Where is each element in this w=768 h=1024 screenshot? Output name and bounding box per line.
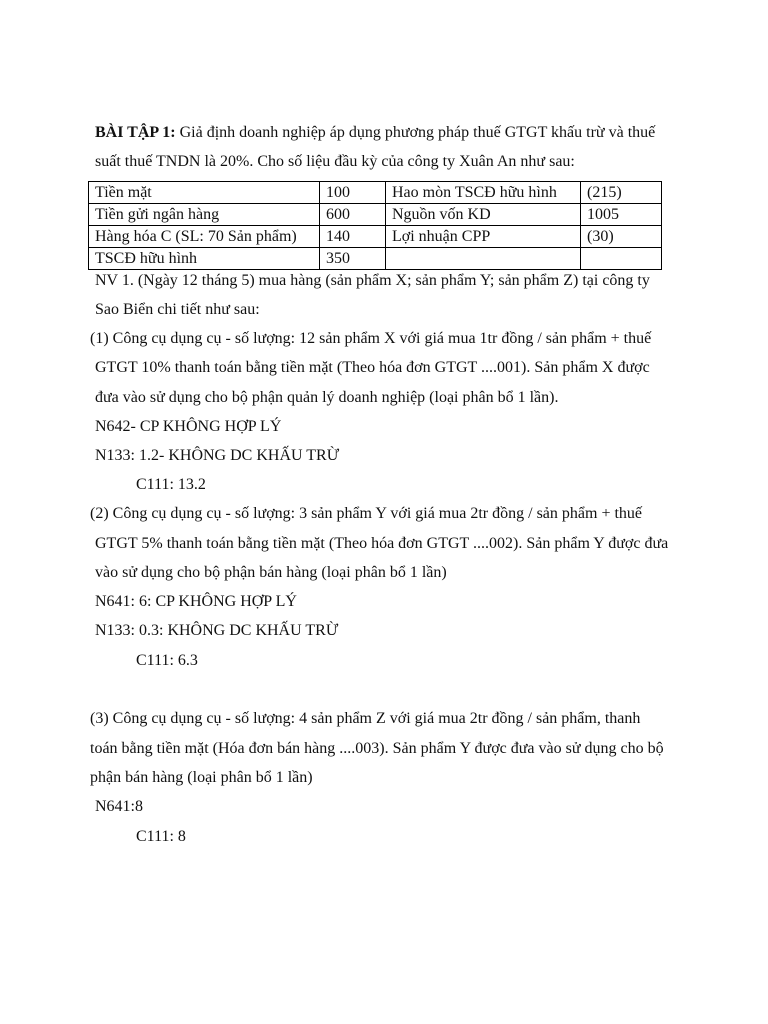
table-cell-account-value: (215) <box>581 182 662 204</box>
p3-line2: toán bằng tiền mặt (Hóa đơn bán hàng ....003). Sản phẩm Y được đưa vào sử dụng cho bộ <box>90 740 664 757</box>
p3-entry2: C111: 8 <box>136 828 186 845</box>
table-cell-account-name <box>386 248 581 270</box>
p2-line1: (2) Công cụ dụng cụ - số lượng: 3 sản phẩm Y với giá mua 2tr đồng / sản phẩm + thuế <box>90 505 643 522</box>
p2-entry2: N133: 0.3: KHÔNG DC KHẤU TRỪ <box>95 622 339 639</box>
table-cell-account-value <box>581 248 662 270</box>
table-cell-account-name: Tiền gửi ngân hàng <box>89 204 320 226</box>
table-cell-account-value: 140 <box>320 226 386 248</box>
exercise-intro-line1 <box>95 123 655 143</box>
p3-line1: (3) Công cụ dụng cụ - số lượng: 4 sản phẩm Z với giá mua 2tr đồng / sản phẩm, thanh <box>90 710 641 727</box>
table-cell-account-name: Nguồn vốn KD <box>386 204 581 226</box>
table-cell-account-value: (30) <box>581 226 662 248</box>
p2-line3: vào sử dụng cho bộ phận bán hàng (loại phân bổ 1 lần) <box>95 564 447 581</box>
exercise-intro-text: Giả định doanh nghiệp áp dụng phương pháp thuế GTGT khấu trừ và thuế <box>175 124 656 141</box>
p1-entry1: N642- CP KHÔNG HỢP LÝ <box>95 418 282 435</box>
nv1-line1: NV 1. (Ngày 12 tháng 5) mua hàng (sản phẩm X; sản phẩm Y; sản phẩm Z) tại công ty <box>95 272 650 289</box>
p1-entry3: C111: 13.2 <box>136 476 206 493</box>
p2-entry3: C111: 6.3 <box>136 652 198 669</box>
table-row <box>89 226 662 248</box>
table-cell-account-value: 350 <box>320 248 386 270</box>
exercise-title: BÀI TẬP 1: <box>95 124 176 141</box>
table-cell-account-value: 600 <box>320 204 386 226</box>
table-cell-account-name: TSCĐ hữu hình <box>89 248 320 270</box>
p1-line1: (1) Công cụ dụng cụ - số lượng: 12 sản phẩm X với giá mua 1tr đồng / sản phẩm + thuế <box>90 330 652 347</box>
exercise-intro-line2: suất thuế TNDN là 20%. Cho số liệu đầu kỳ của công ty Xuân An như sau: <box>95 153 575 170</box>
p2-line2: GTGT 5% thanh toán bằng tiền mặt (Theo hóa đơn GTGT ....002). Sản phẩm Y được đưa <box>95 535 669 552</box>
p3-line3: phận bán hàng (loại phân bổ 1 lần) <box>90 769 313 786</box>
table-row <box>89 248 662 270</box>
p1-line3: đưa vào sử dụng cho bộ phận quản lý doanh nghiệp (loại phân bổ 1 lần). <box>95 389 559 406</box>
table-cell-account-name: Hao mòn TSCĐ hữu hình <box>386 182 581 204</box>
p3-entry1: N641:8 <box>95 798 143 815</box>
p2-entry1: N641: 6: CP KHÔNG HỢP LÝ <box>95 593 297 610</box>
table-cell-account-value: 100 <box>320 182 386 204</box>
p1-entry2: N133: 1.2- KHÔNG DC KHẤU TRỪ <box>95 447 340 464</box>
nv1-line2: Sao Biển chi tiết như sau: <box>95 301 260 318</box>
table-cell-account-value: 1005 <box>581 204 662 226</box>
p1-line2: GTGT 10% thanh toán bằng tiền mặt (Theo hóa đơn GTGT ....001). Sản phẩm X được <box>95 359 650 376</box>
table-row <box>89 204 662 226</box>
table-cell-account-name: Lợi nhuận CPP <box>386 226 581 248</box>
table-cell-account-name: Tiền mặt <box>89 182 320 204</box>
table-cell-account-name: Hàng hóa C (SL: 70 Sản phẩm) <box>89 226 320 248</box>
table-row <box>89 182 662 204</box>
opening-balance-table <box>88 181 662 270</box>
